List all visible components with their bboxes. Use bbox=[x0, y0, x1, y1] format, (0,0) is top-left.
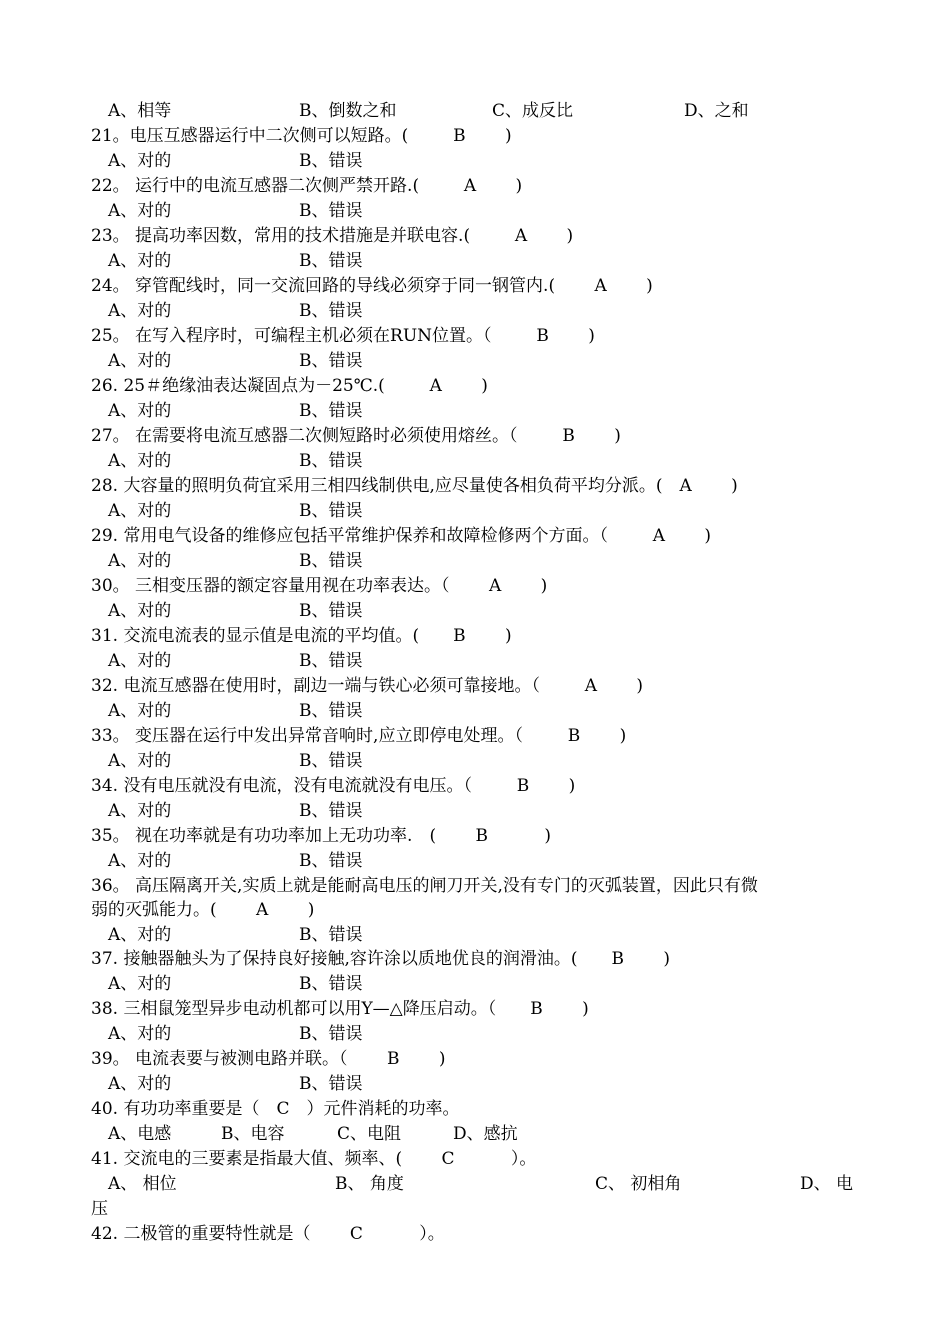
question-text: 27。 在需要将电流互感器二次侧短路时必须使用熔丝。（ B ) bbox=[91, 426, 621, 446]
answer-option: B、错误 bbox=[299, 501, 363, 521]
answer-option: B、错误 bbox=[299, 1024, 363, 1044]
answer-option: B、错误 bbox=[299, 401, 363, 421]
answer-option: A、 相位 bbox=[108, 1174, 177, 1194]
answer-option: B、错误 bbox=[299, 801, 363, 821]
question-text: 35。 视在功率就是有功功率加上无功功率. ( B ) bbox=[91, 826, 552, 846]
answer-option: A、对的 bbox=[108, 751, 172, 771]
answer-option: A、相等 bbox=[108, 101, 172, 121]
question-text: 36。 高压隔离开关,实质上就是能耐高电压的闸刀开关,没有专门的灭弧装置，因此只有微 bbox=[91, 876, 758, 896]
answer-option: A、对的 bbox=[108, 251, 172, 271]
answer-option: B、 角度 bbox=[335, 1174, 404, 1194]
answer-option: B、错误 bbox=[299, 451, 363, 471]
answer-option: D、 电 bbox=[800, 1174, 854, 1194]
answer-option: C、 初相角 bbox=[595, 1174, 682, 1194]
answer-option: B、错误 bbox=[299, 651, 363, 671]
question-text: 压 bbox=[91, 1199, 108, 1219]
question-text: 29. 常用电气设备的维修应包括平常维护保养和故障检修两个方面。（ A ) bbox=[91, 526, 712, 546]
answer-option: A、对的 bbox=[108, 701, 172, 721]
answer-option: A、对的 bbox=[108, 201, 172, 221]
answer-option: B、错误 bbox=[299, 1074, 363, 1094]
answer-option: B、倒数之和 bbox=[299, 101, 397, 121]
answer-option: C、电阻 bbox=[337, 1124, 402, 1144]
question-text: 37. 接触器触头为了保持良好接触,容许涂以质地优良的润滑油。( B ) bbox=[91, 949, 671, 969]
answer-option: A、对的 bbox=[108, 451, 172, 471]
question-text: 40. 有功功率重要是（ C ）元件消耗的功率。 bbox=[91, 1099, 460, 1119]
answer-option: A、对的 bbox=[108, 925, 172, 945]
question-text: 31. 交流电流表的显示值是电流的平均值。( B ) bbox=[91, 626, 512, 646]
question-text: 24。 穿管配线时，同一交流回路的导线必须穿于同一钢管内.( A ) bbox=[91, 276, 653, 296]
question-text: 25。 在写入程序时，可编程主机必须在RUN位置。（ B ) bbox=[91, 326, 595, 346]
answer-option: D、之和 bbox=[684, 101, 749, 121]
answer-option: B、错误 bbox=[299, 974, 363, 994]
question-text: 30。 三相变压器的额定容量用视在功率表达。（ A ) bbox=[91, 576, 548, 596]
question-text: 弱的灭弧能力。( A ) bbox=[91, 900, 315, 920]
answer-option: B、错误 bbox=[299, 851, 363, 871]
answer-option: B、错误 bbox=[299, 701, 363, 721]
question-text: 32. 电流互感器在使用时，副边一端与铁心必须可靠接地。（ A ) bbox=[91, 676, 644, 696]
answer-option: A、对的 bbox=[108, 651, 172, 671]
answer-option: A、对的 bbox=[108, 1024, 172, 1044]
answer-option: B、错误 bbox=[299, 201, 363, 221]
question-text: 39。 电流表要与被测电路并联。（ B ) bbox=[91, 1049, 446, 1069]
answer-option: A、对的 bbox=[108, 601, 172, 621]
answer-option: A、电感 bbox=[108, 1124, 172, 1144]
answer-option: A、对的 bbox=[108, 551, 172, 571]
answer-option: C、成反比 bbox=[492, 101, 574, 121]
answer-option: B、错误 bbox=[299, 601, 363, 621]
answer-option: A、对的 bbox=[108, 1074, 172, 1094]
answer-option: B、错误 bbox=[299, 251, 363, 271]
answer-option: A、对的 bbox=[108, 301, 172, 321]
answer-option: A、对的 bbox=[108, 401, 172, 421]
question-text: 23。 提高功率因数，常用的技术措施是并联电容.( A ) bbox=[91, 226, 574, 246]
answer-option: A、对的 bbox=[108, 151, 172, 171]
answer-option: A、对的 bbox=[108, 851, 172, 871]
answer-option: B、错误 bbox=[299, 925, 363, 945]
question-text: 22。 运行中的电流互感器二次侧严禁开路.( A ) bbox=[91, 176, 523, 196]
answer-option: A、对的 bbox=[108, 801, 172, 821]
answer-option: B、错误 bbox=[299, 751, 363, 771]
question-text: 26. 25＃绝缘油表达凝固点为－25℃.( A ) bbox=[91, 376, 488, 396]
answer-option: D、感抗 bbox=[453, 1124, 518, 1144]
answer-option: B、电容 bbox=[221, 1124, 285, 1144]
question-text: 42. 二极管的重要特性就是（ C ）。 bbox=[91, 1224, 445, 1244]
answer-option: A、对的 bbox=[108, 351, 172, 371]
question-text: 21。电压互感器运行中二次侧可以短路。( B ) bbox=[91, 126, 512, 146]
answer-option: A、对的 bbox=[108, 974, 172, 994]
question-text: 38. 三相鼠笼型异步电动机都可以用Y—△降压启动。（ B ) bbox=[91, 999, 589, 1019]
answer-option: A、对的 bbox=[108, 501, 172, 521]
question-text: 41. 交流电的三要素是指最大值、频率、( C ）。 bbox=[91, 1149, 537, 1169]
answer-option: B、错误 bbox=[299, 551, 363, 571]
question-text: 28. 大容量的照明负荷宜采用三相四线制供电,应尽量使各相负荷平均分派。( A ) bbox=[91, 476, 738, 496]
question-text: 34. 没有电压就没有电流，没有电流就没有电压。（ B ) bbox=[91, 776, 576, 796]
question-text: 33。 变压器在运行中发出异常音响时,应立即停电处理。（ B ) bbox=[91, 726, 627, 746]
answer-option: B、错误 bbox=[299, 301, 363, 321]
answer-option: B、错误 bbox=[299, 151, 363, 171]
answer-option: B、错误 bbox=[299, 351, 363, 371]
